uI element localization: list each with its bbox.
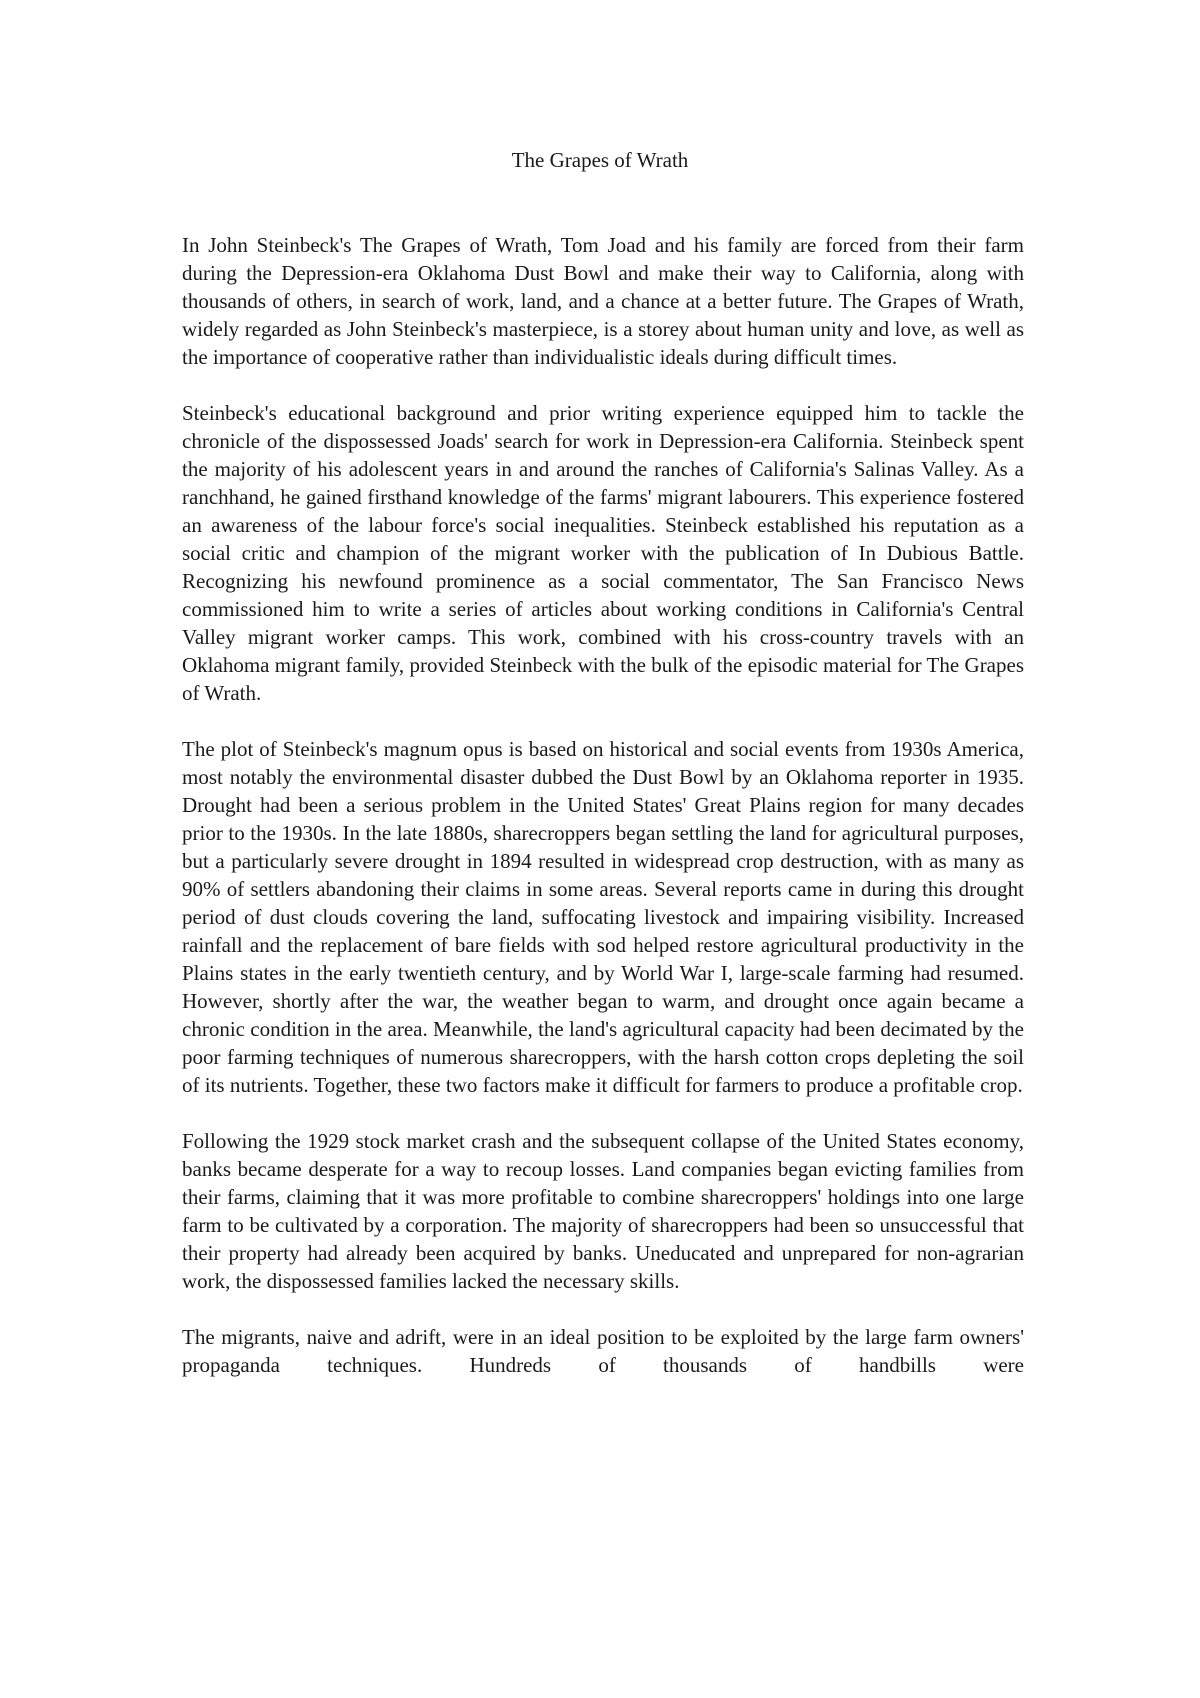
paragraph-1: In John Steinbeck's The Grapes of Wrath, Tom Joad and his family are forced from their farm during the Depression-era Oklahoma Dust Bowl and make their way to California, along with thousands of others, in search of work, land, and a chance at a better future. The Grapes of Wrath, widely regarded as John Steinbeck's masterpiece, is a storey about human unity and love, as well as the importance of cooperative rather than individualistic ideals during difficult times.	[182, 233, 1024, 369]
document-title: The Grapes of Wrath	[511, 148, 689, 172]
paragraph-5: The migrants, naive and adrift, were in an ideal position to be exploited by the large farm owners' propaganda techniques. Hundreds of thousands of handbills were	[182, 1325, 1024, 1377]
document-body	[182, 231, 1024, 1407]
paragraph-2: Steinbeck's educational background and prior writing experience equipped him to tackle the chronicle of the dispossessed Joads' search for work in Depression-era California. Steinbeck spent the majority of his adolescent years in and around the ranches of California's Salinas Valley. As a ranchhand, he gained firsthand knowledge of the farms' migrant labourers. This experience fostered an awareness of the labour force's social inequalities. Steinbeck established his reputation as a social critic and champion of the migrant worker with the publication of In Dubious Battle. Recognizing his newfound prominence as a social commentator, The San Francisco News commissioned him to write a series of articles about working conditions in California's Central Valley migrant worker camps. This work, combined with his cross-country travels with an Oklahoma migrant family, provided Steinbeck with the bulk of the episodic material for The Grapes of Wrath.	[182, 401, 1024, 705]
paragraph-4: Following the 1929 stock market crash and the subsequent collapse of the United States economy, banks became desperate for a way to recoup losses. Land companies began evicting families from their farms, claiming that it was more profitable to combine sharecroppers' holdings into one large farm to be cultivated by a corporation. The majority of sharecroppers had been so unsuccessful that their property had already been acquired by banks. Uneducated and unprepared for non-agrarian work, the dispossessed families lacked the necessary skills.	[182, 1129, 1024, 1293]
paragraph-3: The plot of Steinbeck's magnum opus is based on historical and social events from 1930s America, most notably the environmental disaster dubbed the Dust Bowl by an Oklahoma reporter in 1935. Drought had been a serious problem in the United States' Great Plains region for many decades prior to the 1930s. In the late 1880s, sharecroppers began settling the land for agricultural purposes, but a particularly severe drought in 1894 resulted in widespread crop destruction, with as many as 90% of settlers abandoning their claims in some areas. Several reports came in during this drought period of dust clouds covering the land, suffocating livestock and impairing visibility. Increased rainfall and the replacement of bare fields with sod helped restore agricultural productivity in the Plains states in the early twentieth century, and by World War I, large-scale farming had resumed. However, shortly after the war, the weather began to warm, and drought once again became a chronic condition in the area. Meanwhile, the land's agricultural capacity had been decimated by the poor farming techniques of numerous sharecroppers, with the harsh cotton crops depleting the soil of its nutrients. Together, these two factors make it difficult for farmers to produce a profitable crop.	[182, 737, 1024, 1097]
